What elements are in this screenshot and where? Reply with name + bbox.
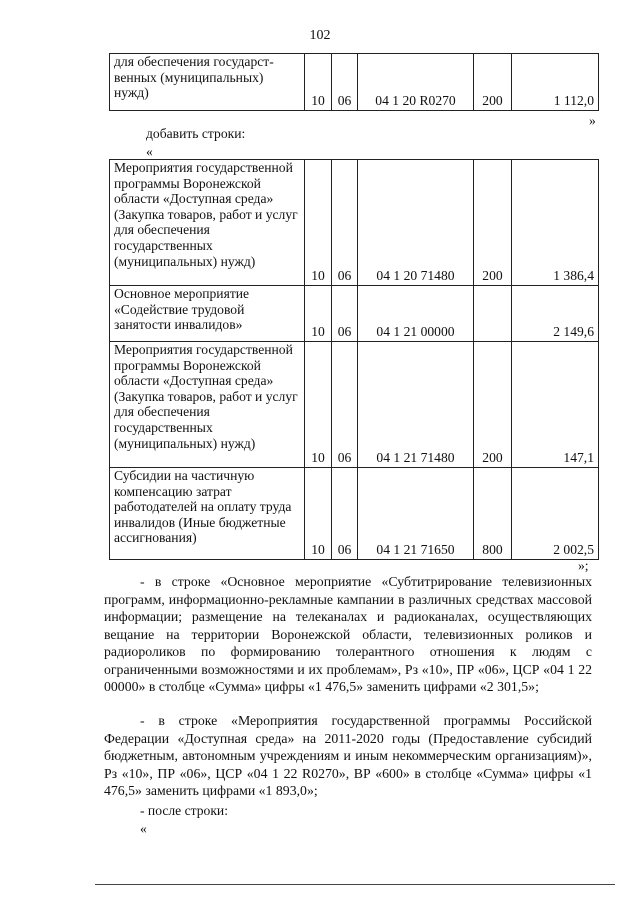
row-pr: 06 bbox=[332, 342, 358, 468]
row-rz: 10 bbox=[305, 54, 332, 111]
budget-table-top bbox=[109, 53, 599, 111]
row-vr: 200 bbox=[474, 160, 512, 286]
row-pr: 06 bbox=[332, 54, 358, 111]
amendment-paragraph-2: - в строке «Мероприятия государственной программы Российской Федерации «Доступная среда» на 2011-2020 годы (Предоставление субсидий бюджетным, автономным учреждениям и иным некоммерческим организациям)», Рз «10», ПР «06», ЦСР «04 1 22 R0270», ВР «600» в столбце «Сумма» цифры «1 476,5» заменить цифрами «1 893,0»; bbox=[104, 713, 592, 798]
row-name: Мероприятия государственной программы Воронежской области «Доступная среда» (Закупка товаров, работ и услуг для обеспечения государственных (муниципальных) нужд) bbox=[110, 342, 305, 468]
open-quote: « bbox=[146, 144, 153, 159]
row-name: Основное мероприятие «Содействие трудовой занятости инвалидов» bbox=[110, 286, 305, 342]
row-name: для обеспечения государст-венных (муниципальных) нужд) bbox=[110, 54, 305, 111]
row-csr: 04 1 20 71480 bbox=[358, 160, 474, 286]
row-sum: 1 112,0 bbox=[512, 54, 599, 111]
row-name: Мероприятия государственной программы Воронежской области «Доступная среда» (Закупка товаров, работ и услуг для обеспечения государственных (муниципальных) нужд) bbox=[110, 160, 305, 286]
row-csr: 04 1 21 00000 bbox=[358, 286, 474, 342]
row-sum: 147,1 bbox=[512, 342, 599, 468]
row-vr bbox=[474, 286, 512, 342]
row-sum: 2 002,5 bbox=[512, 468, 599, 560]
row-csr: 04 1 20 R0270 bbox=[358, 54, 474, 111]
row-sum: 2 149,6 bbox=[512, 286, 599, 342]
budget-table-added-rows bbox=[109, 159, 599, 560]
row-csr: 04 1 21 71480 bbox=[358, 342, 474, 468]
open-quote-2: « bbox=[140, 821, 147, 836]
row-pr: 06 bbox=[332, 160, 358, 286]
row-name: Субсидии на частичную компенсацию затрат работодателей на оплату труда инвалидов (Иные бюджетные ассигнования) bbox=[110, 468, 305, 560]
add-rows-label: добавить строки: bbox=[146, 126, 246, 141]
table-row bbox=[110, 286, 599, 342]
row-pr: 06 bbox=[332, 468, 358, 560]
page-number: 102 bbox=[309, 28, 331, 43]
table-row bbox=[110, 342, 599, 468]
table-row bbox=[110, 54, 599, 111]
row-sum: 1 386,4 bbox=[512, 160, 599, 286]
row-rz: 10 bbox=[305, 160, 332, 286]
close-quote: » bbox=[589, 113, 596, 128]
row-rz: 10 bbox=[305, 342, 332, 468]
row-vr: 200 bbox=[474, 54, 512, 111]
row-csr: 04 1 21 71650 bbox=[358, 468, 474, 560]
row-vr: 800 bbox=[474, 468, 512, 560]
table-row bbox=[110, 468, 599, 560]
row-vr: 200 bbox=[474, 342, 512, 468]
amendment-paragraph-1: - в строке «Основное мероприятие «Субтитрирование телевизионных программ, информационно-рекламные кампании в различных средствах массовой информации; размещение на телеканалах и радиоканалах, осуществляющих вещание на территории Воронежской области, телевизионных роликов и радиороликов по формированию толерантного отношения к людям с ограниченными возможностями и их проблемам», Рз «10», ПР «06», ЦСР «04 1 22 00000» в столбце «Сумма» цифры «1 476,5» заменить цифрами «2 301,5»; bbox=[104, 574, 592, 694]
row-rz: 10 bbox=[305, 286, 332, 342]
close-quote-semicolon: »; bbox=[578, 558, 589, 573]
row-rz: 10 bbox=[305, 468, 332, 560]
scan-edge-line bbox=[95, 884, 615, 885]
after-line-label: - после строки: bbox=[140, 803, 228, 818]
table-row bbox=[110, 160, 599, 286]
row-pr: 06 bbox=[332, 286, 358, 342]
